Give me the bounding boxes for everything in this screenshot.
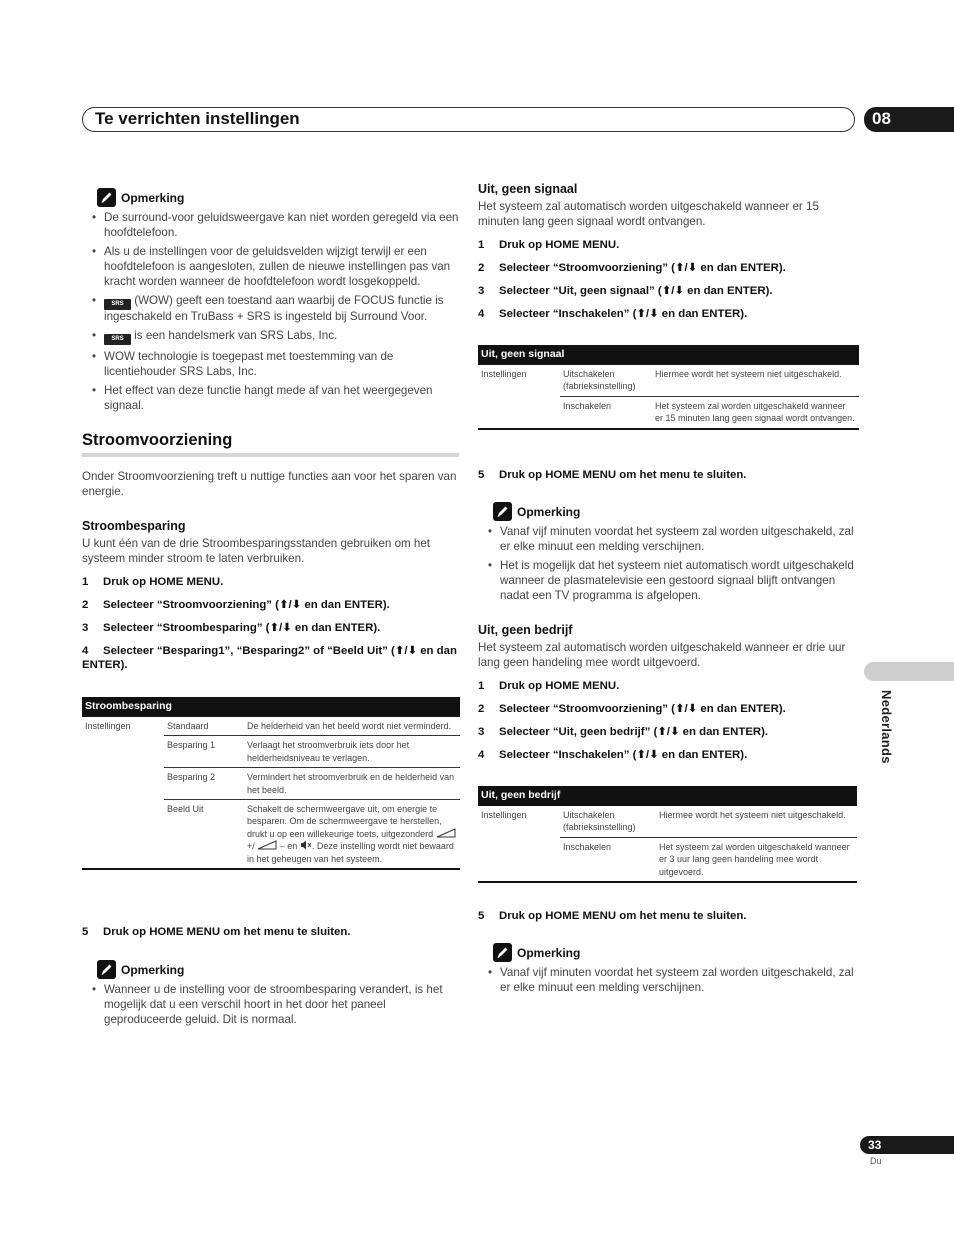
table-row: Instellingen Uitschakelen (fabrieksinstelling) Hiermee wordt het systeem niet uitgeschakeld. [478,365,859,397]
mute-icon [300,840,312,850]
note-heading [493,943,580,962]
list-item-text: is een handelsmerk van SRS Labs, Inc. [134,329,338,343]
step-item: 1 Druk op HOME MENU. [478,239,620,251]
language-tab [864,662,954,681]
section-rule [82,453,459,457]
note-label: Opmerking [517,945,581,960]
table-label: Instellingen [85,721,131,731]
table-row: Instellingen Standaard De helderheid van het beeld wordt niet verminderd. [82,717,460,736]
srs-logo-icon: SRS [104,334,131,345]
chapter-number: 08 [864,107,954,132]
list-item: • De surround-voor geluidsweergave kan niet worden geregeld via een hoofdtelefoon. [92,211,460,241]
step-item: 2 Selecteer “Stroomvoorziening” (⬆/⬇ en dan ENTER). [478,262,786,274]
note-label: Opmerking [121,190,185,205]
step-item: 1 Druk op HOME MENU. [82,576,224,588]
step-item: 3 Selecteer “Uit, geen signaal” (⬆/⬇ en dan ENTER). [478,285,773,297]
settings-table [82,697,460,870]
pencil-note-icon [493,502,512,521]
table-label: Instellingen [481,369,527,379]
list-item: • Wanneer u de instelling voor de stroombesparing verandert, is het mogelijk dat u een verschil hoort in het door het paneel geproduceerde geluid. Dit is normaal. [92,983,460,1027]
language-label: Nederlands [879,690,894,764]
table-row: Besparing 2 Vermindert het stroomverbruik en de helderheid van het beeld. [82,768,460,800]
section-intro: Onder Stroomvoorziening treft u nuttige functies aan voor het sparen van energie. [82,470,457,498]
step-item: 5 Druk op HOME MENU om het menu te sluiten. [478,910,747,922]
settings-table [478,786,857,883]
list-item-text: (WOW) geeft een toestand aan waarbij de FOCUS functie is ingeschakeld en TruBass + SRS is ingesteld bij Surround Voor. [104,293,444,323]
table-row: Inschakelen Het systeem zal worden uitgeschakeld wanneer er 15 minuten lang geen signaal wordt ontvangen. [563,400,855,424]
list-item [92,329,460,345]
subsection-intro: Het systeem zal automatisch worden uitgeschakeld wanneer er drie uur lang geen handeling mee wordt uitgevoerd. [478,641,846,669]
table-title: Stroombesparing [82,697,460,717]
volume-up-icon [436,828,456,838]
note-heading [97,188,184,207]
section-title: Stroomvoorziening [82,431,233,449]
page-language-code: Du [870,1156,882,1166]
table-row: Beeld Uit Schakelt de schermweergave uit, om energie te besparen. Om de schermweergave te herstellen, drukt u op een willekeurige toets, uitgezonderd +/ – en . Deze instelling wordt niet bewaard in het geheugen van het systeem. [167,804,454,864]
subsection-title: Uit, geen bedrijf [478,623,573,637]
note-label: Opmerking [517,504,581,519]
settings-table [478,345,859,430]
table-row: Besparing 1 Verlaagt het stroomverbruik iets door het helderheidsniveau te verlagen. [82,736,460,768]
list-item: • WOW technologie is toegepast met toestemming van de licentiehouder SRS Labs, Inc. [92,350,460,380]
step-item: 2 Selecteer “Stroomvoorziening” (⬆/⬇ en dan ENTER). [478,703,786,715]
subsection-intro: Het systeem zal automatisch worden uitgeschakeld wanneer er 15 minuten lang geen signaal wordt ontvangen. [478,200,819,228]
note-list [488,525,860,608]
step-item: 4 Selecteer “Inschakelen” (⬆/⬇ en dan ENTER). [478,749,748,761]
pencil-note-icon [97,960,116,979]
step-item: 4 Selecteer “Inschakelen” (⬆/⬇ en dan ENTER). [478,308,748,320]
table-row: Inschakelen Het systeem zal worden uitgeschakeld wanneer er 3 uur lang geen handeling mee wordt uitgevoerd. [563,841,850,877]
srs-logo-icon: SRS [104,299,131,310]
note-heading [97,960,184,979]
note-list [92,211,460,418]
table-label: Instellingen [481,810,527,820]
list-item: • Vanaf vijf minuten voordat het systeem zal worden uitgeschakeld, zal er elke minuut een melding verschijnen. [488,966,860,996]
table-title: Uit, geen signaal [478,345,859,365]
list-item: • Vanaf vijf minuten voordat het systeem zal worden uitgeschakeld, zal er elke minuut een melding verschijnen. [488,525,860,555]
note-heading [493,502,580,521]
list-item: • Het is mogelijk dat het systeem niet automatisch wordt uitgeschakeld wanneer de plasmatelevisie een gestoord signaal blijft ontvangen nadat een TV programma is afgelopen. [488,559,860,603]
volume-down-icon [257,840,277,850]
step-item: 1 Druk op HOME MENU. [478,680,620,692]
table-title: Uit, geen bedrijf [478,786,857,806]
list-item [92,294,460,325]
note-list [488,966,860,1000]
subsection-title: Uit, geen signaal [478,182,578,196]
list-item: • Het effect van deze functie hangt mede af van het weergegeven signaal. [92,384,460,414]
pencil-note-icon [493,943,512,962]
page-number: 33 [860,1136,954,1154]
note-label: Opmerking [121,962,185,977]
step-item: 3 Selecteer “Stroombesparing” (⬆/⬇ en dan ENTER). [82,622,381,634]
step-item: 2 Selecteer “Stroomvoorziening” (⬆/⬇ en dan ENTER). [82,599,390,611]
step-item: 4 Selecteer “Besparing1”, “Besparing2” of “Beeld Uit” (⬆/⬇ en dan ENTER). [82,645,457,671]
pencil-note-icon [97,188,116,207]
page-header-title: Te verrichten instellingen [95,109,300,128]
subsection-title: Stroombesparing [82,519,186,533]
subsection-intro: U kunt één van de drie Stroombesparingsstanden gebruiken om het systeem minder stroom te laten verbruiken. [82,537,431,565]
step-item: 3 Selecteer “Uit, geen bedrijf” (⬆/⬇ en dan ENTER). [478,726,769,738]
list-item: • Als u de instellingen voor de geluidsvelden wijzigt terwijl er een hoofdtelefoon is aangesloten, zullen de nieuwe instellingen pas van kracht worden wanneer de hoofdtelefoon wordt losgekoppeld. [92,245,460,289]
step-item: 5 Druk op HOME MENU om het menu te sluiten. [478,469,747,481]
note-list [92,983,460,1032]
step-item: 5 Druk op HOME MENU om het menu te sluiten. [82,926,351,938]
table-row: Instellingen Uitschakelen (fabrieksinstelling) Hiermee wordt het systeem niet uitgeschakeld. [478,806,857,838]
